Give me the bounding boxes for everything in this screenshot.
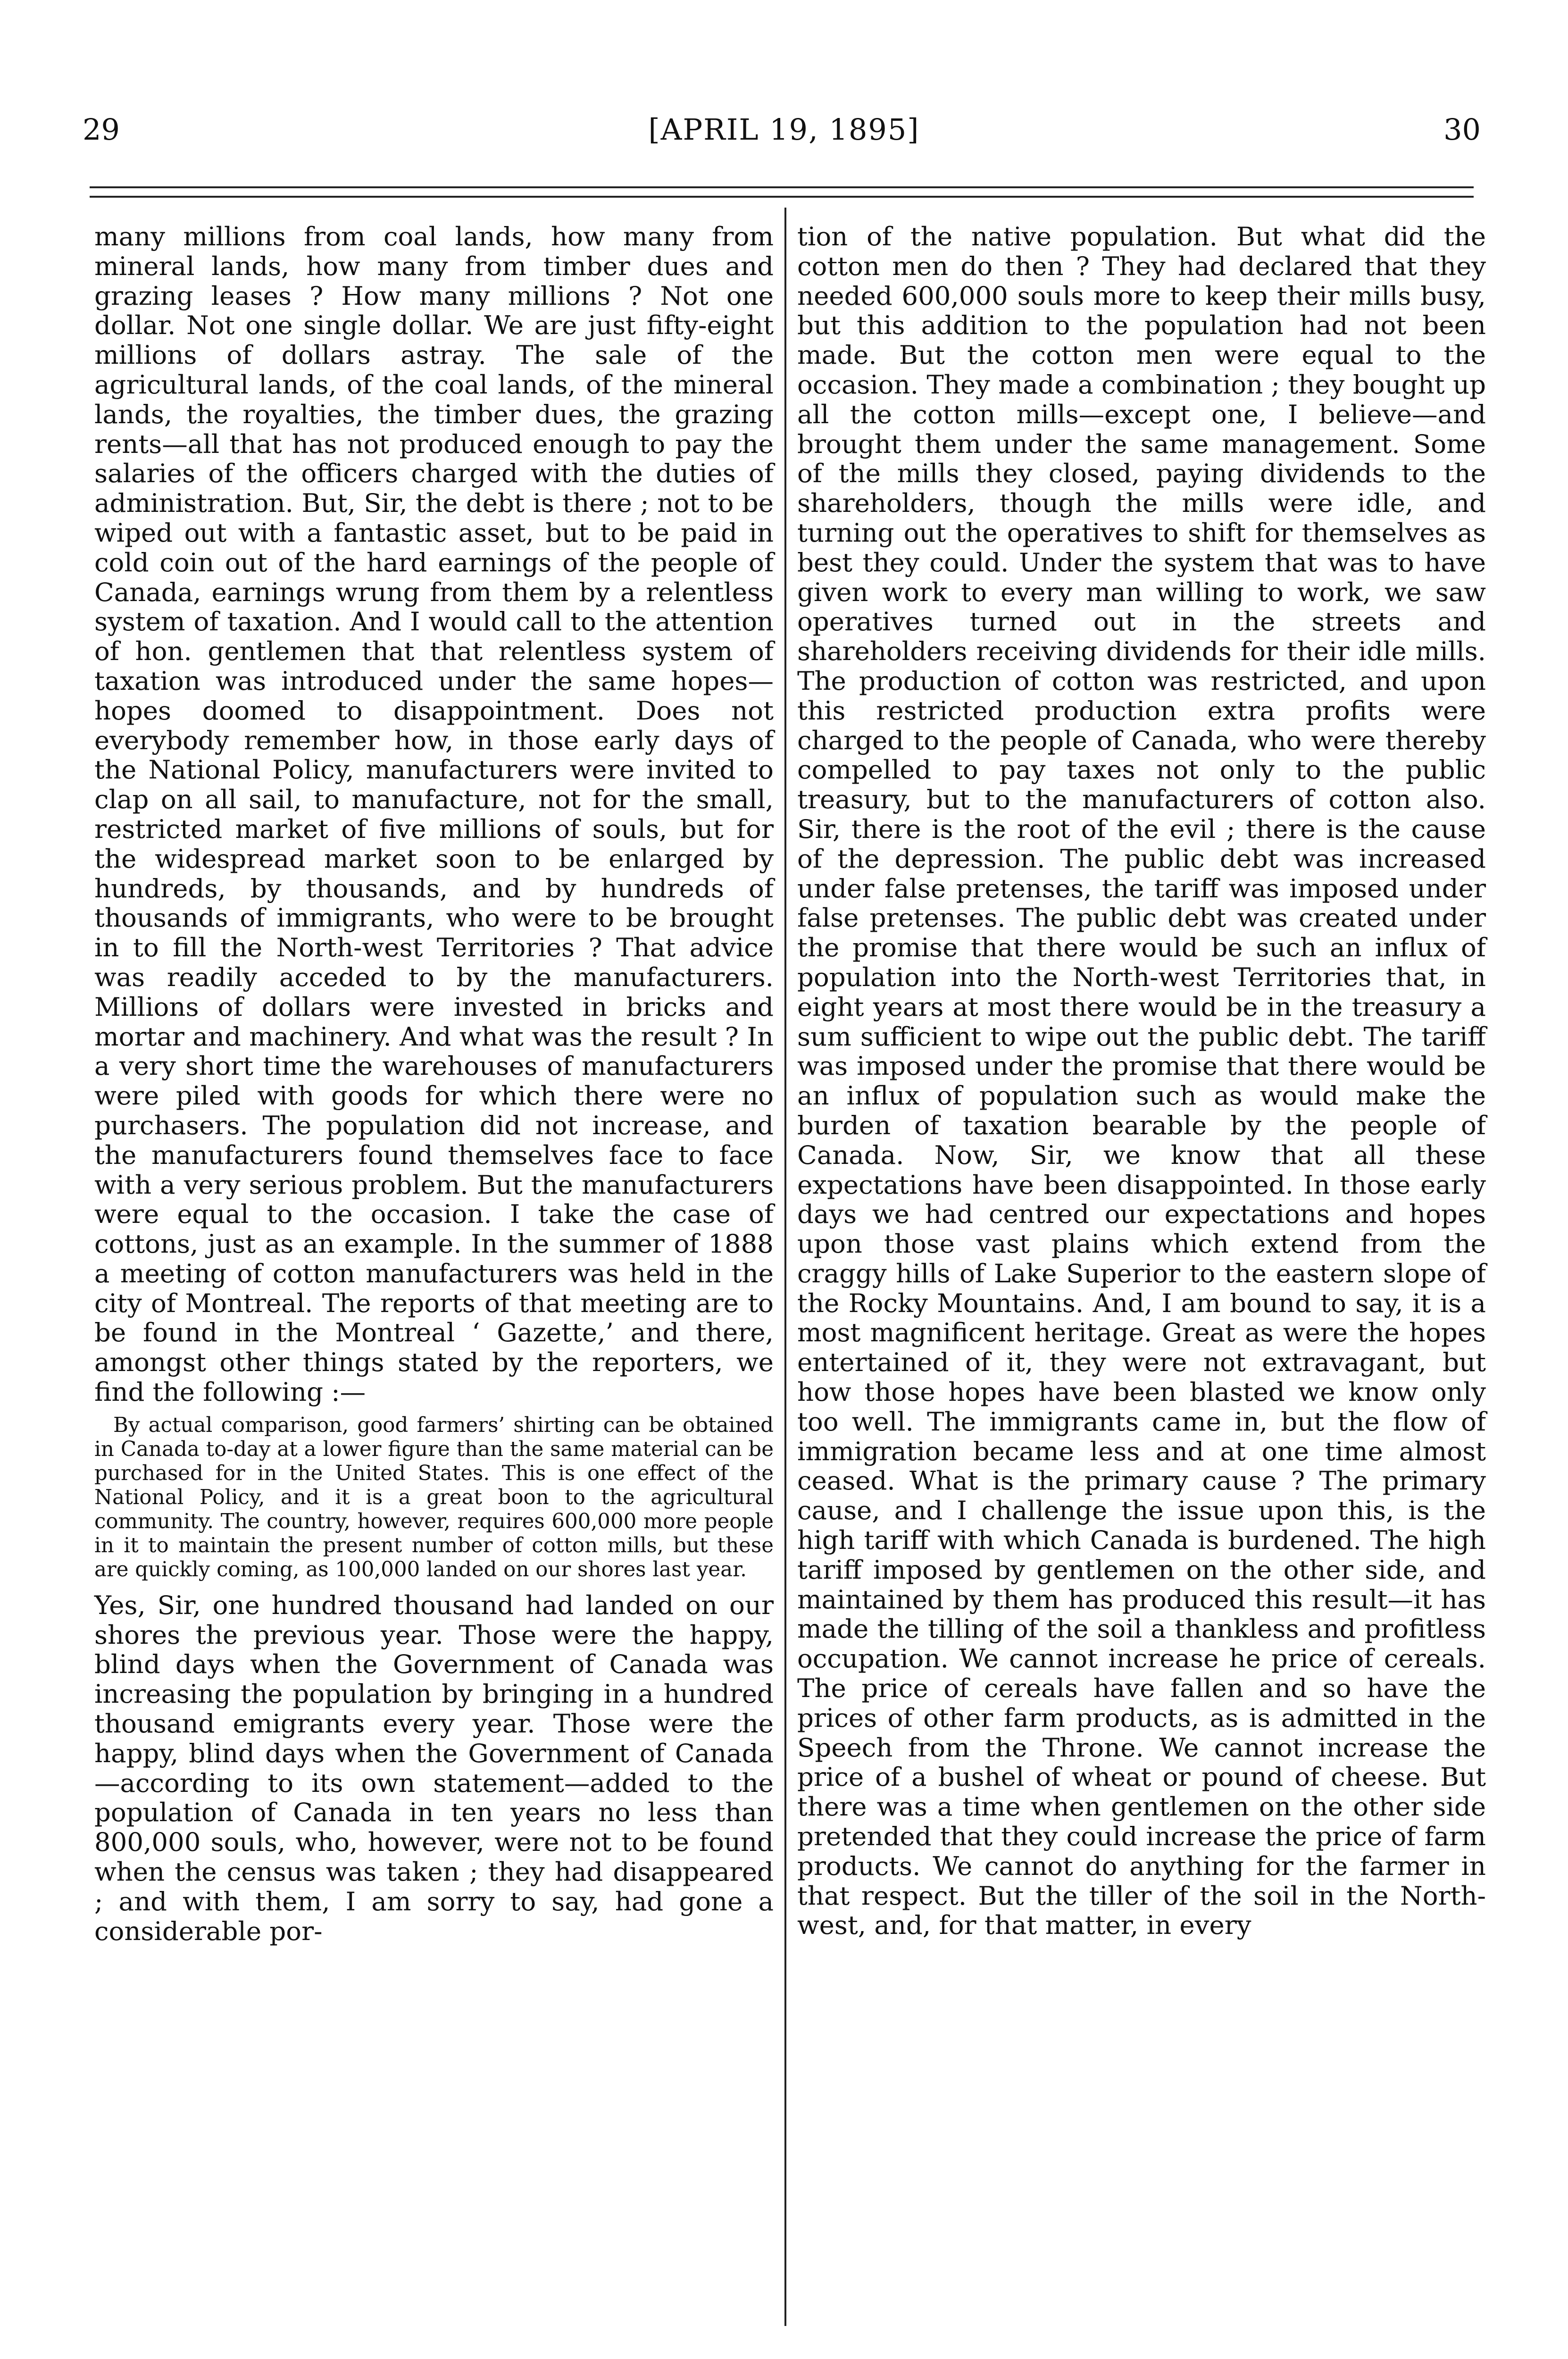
left-column: [94, 222, 774, 1946]
page-header: [38, 99, 1530, 160]
running-head-date: [APRIL 19, 1895]: [648, 112, 920, 147]
left-paragraph-1: many millions from coal lands, how many from mineral lands, how many from timber dues and grazing leases ? How many millions ? Not one dollar. Not one single dollar. We are just fifty-eight millions of dollars astray. The sale of the agricultural lands, of the coal lands, of the mineral lands, the royalties, the timber dues, the grazing rents—all that has not produced enough to pay the salaries of the officers charged with the duties of administration. But, Sir, the debt is there ; not to be wiped out with a fantastic asset, but to be paid in cold coin out of the hard earnings of the people of Canada, earnings wrung from them by a relentless system of taxation. And I would call to the attention of hon. gentlemen that that relentless system of taxation was introduced under the same hopes—hopes doomed to disappointment. Does not everybody remember how, in those early days of the National Policy, manufacturers were invited to clap on all sail, to manufacture, not for the small, restricted market of five millions of souls, but for the widespread market soon to be enlarged by hundreds, by thousands, and by hundreds of thousands of immigrants, who were to be brought in to fill the North-west Territories ? That advice was readily acceded to by the manufacturers. Millions of dollars were invested in bricks and mortar and machinery. And what was the result ? In a very short time the warehouses of manufacturers were piled with goods for which there were no purchasers. The population did not increase, and the manufacturers found themselves face to face with a very serious problem. But the manufacturers were equal to the occasion. I take the case of cottons, just as an example. In the summer of 1888 a meeting of cotton manufacturers was held in the city of Montreal. The reports of that meeting are to be found in the Montreal ‘ Gazette,’ and there, amongst other things stated by the reporters, we find the following :—: [94, 221, 774, 1407]
quoted-excerpt: By actual comparison, good farmers’ shirting can be obtained in Canada to-day at a lower figure than the same material can be purchased for in the United States. This is one effect of the National Policy, and it is a great boon to the agricultural community. The country, however, requires 600,000 more people in it to maintain the present number of cotton mills, but these are quickly coming, as 100,000 landed on our shores last year.: [94, 1413, 774, 1581]
right-paragraph-1: tion of the native population. But what did the cotton men do then ? They had declared that they needed 600,000 souls more to keep their mills busy, but this addition to the population had not been made. But the cotton men were equal to the occasion. They made a combination ; they bought up all the cotton mills—except one, I believe—and brought them under the same management. Some of the mills they closed, paying dividends to the shareholders, though the mills were idle, and turning out the operatives to shift for themselves as best they could. Under the system that was to have given work to every man willing to work, we saw operatives turned out in the streets and shareholders receiving dividends for their idle mills. The production of cotton was restricted, and upon this restricted production extra profits were charged to the people of Canada, who were thereby compelled to pay taxes not only to the public treasury, but to the manufacturers of cotton also. Sir, there is the root of the evil ; there is the cause of the depression. The public debt was increased under false pretenses, the tariff was imposed under false pretenses. The public debt was created under the promise that there would be such an influx of population into the North-west Territories that, in eight years at most there would be in the treasury a sum sufficient to wipe out the public debt. The tariff was imposed under the promise that there would be an influx of population such as would make the burden of taxation bearable by the people of Canada. Now, Sir, we know that all these expectations have been disappointed. In those early days we had centred our expectations and hopes upon those vast plains which extend from the craggy hills of Lake Superior to the eastern slope of the Rocky Mountains. And, I am bound to say, it is a most magnificent heritage. Great as were the hopes entertained of it, they were not extravagant, but how those hopes have been blasted we know only too well. The immigrants came in, but the flow of immigration became less and at one time almost ceased. What is the primary cause ? The primary cause, and I challenge the issue upon this, is the high tariff with which Canada is burdened. The high tariff imposed by gentlemen on the other side, and maintained by them has produced this result—it has made the tilling of the soil a thankless and profitless occupation. We cannot increase he price of cereals. The price of cereals have fallen and so have the prices of other farm products, as is admitted in the Speech from the Throne. We cannot increase the price of a bushel of wheat or pound of cheese. But there was a time when gentlemen on the other side pretended that they could increase the price of farm products. We cannot do anything for the farmer in that respect. But the tiller of the soil in the North-west, and, for that matter, in every: [797, 221, 1486, 1941]
right-column: [797, 222, 1486, 1940]
header-rule-bottom: [90, 196, 1474, 198]
header-rule-top: [90, 186, 1474, 188]
page-number-left: 29: [83, 112, 120, 147]
left-paragraph-2: Yes, Sir, one hundred thousand had landed on our shores the previous year. Those were the happy, blind days when the Government of Canada was increasing the population by bringing in a hundred thousand emigrants every year. Those were the happy, blind days when the Government of Canada —according to its own statement—added to the population of Canada in ten years no less than 800,000 souls, who, however, were not to be found when the census was taken ; they had disappeared ; and with them, I am sorry to say, had gone a considerable por-: [94, 1589, 774, 1946]
page-number-right: 30: [1443, 112, 1481, 147]
column-divider: [784, 208, 786, 2326]
